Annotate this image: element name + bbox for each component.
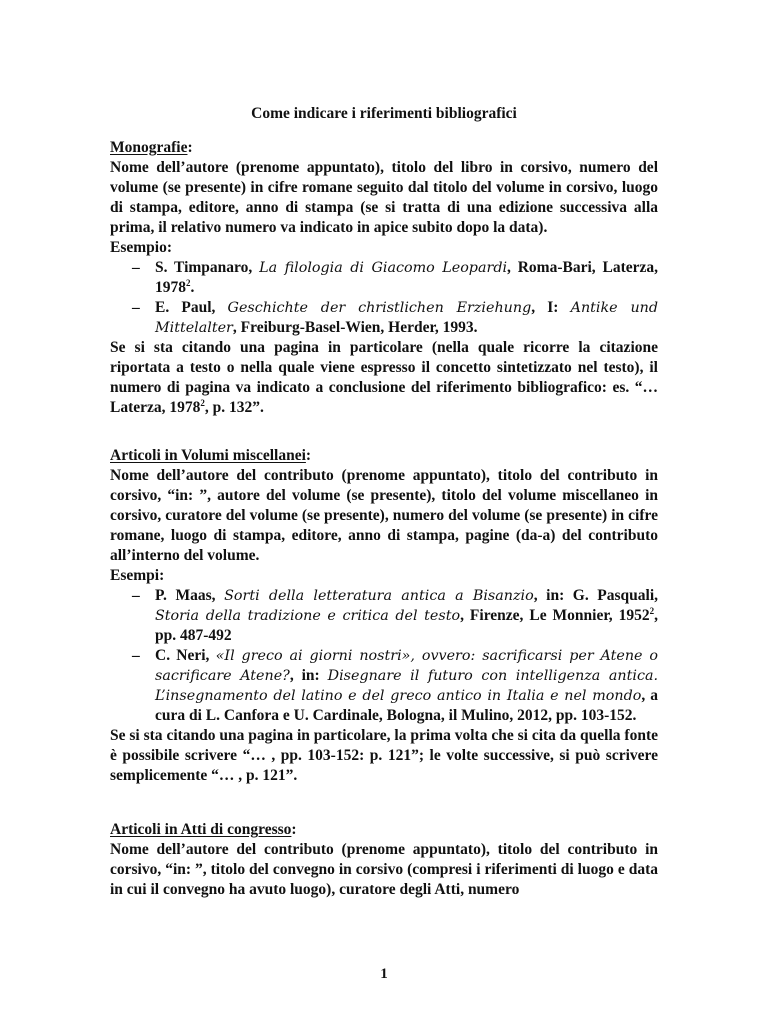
example-item: – S. Timpanaro, La filologia di Giacomo Leopardi, Roma-Bari, Laterza, 1978$^2$. [132,259,658,296]
page-citation-note: Se si sta citando una pagina in particolare, la prima volta che si cita da quella fonte è possibile scrivere “… , pp. 103-152: p. 121”; le volte successive, si può scrivere semplicemente “… , p. 121”. [110,727,658,784]
section-atti-congresso [110,820,658,900]
section-description: Nome dell’autore del contributo (prenome appuntato), titolo del contributo in corsivo, “in: ”, autore del volume (se presente), titolo del volume miscellaneo in corsivo, curatore del volume (se presente), numero del volume (se presente) in cifre romane, luogo di stampa, editore, anno di stampa, pagine (da-a) del contributo all’interno del volume. [110,467,658,564]
section-heading: Articoli in Atti di congresso: [110,821,297,838]
page-number: 1 [380,966,388,982]
section-heading: Monografie: [110,139,193,156]
section-description: Nome dell’autore del contributo (prenome appuntato), titolo del contributo in corsivo, “in: ”, titolo del convegno in corsivo (compresi i riferimenti di luogo e data in cui il convegno ha avuto luogo), curatore degli Atti, numero [110,841,658,898]
section-heading: Articoli in Volumi miscellanei: [110,447,312,464]
page-title: Come indicare i riferimenti bibliografici [251,105,517,122]
section-description: Nome dell’autore (prenome appuntato), titolo del libro in corsivo, numero del volume (se presente) in cifre romane seguito dal titolo del volume in corsivo, luogo di stampa, editore, anno di stampa (se si tratta di una edizione successiva alla prima, il relativo numero va indicato in apice subito dopo la data). [110,159,658,236]
example-item: – P. Maas, Sorti della letteratura antica a Bisanzio, in: G. Pasquali, Storia della tradizione e critica del testo, Firenze, Le Monnier, 1952$^2$, pp. 487-492 [132,587,659,644]
examples-label: Esempi: [110,567,165,584]
example-item: – E. Paul, Geschichte der christlichen Erziehung, I: Antike und Mittelalter, Freiburg-Basel-Wien, Herder, 1993. [132,299,659,336]
examples-label: Esempio: [110,239,172,256]
section-volumi-miscellanei [110,446,658,786]
page-citation-note: Se si sta citando una pagina in particolare (nella quale ricorre la citazione riportata a testo o nella quale viene espresso il concetto sintetizzato nel testo), il numero di pagina va indicato a conclusione del riferimento bibliografico: es. “… Laterza, 1978$^2$, p. 132”. [110,339,658,416]
example-item: – C. Neri, «Il greco ai giorni nostri», ovvero: sacrificarsi per Atene o sacrificare Atene?, in: Disegnare il futuro con intelligenza antica. L’insegnamento del latino e del greco antico in Italia e nel mondo, a cura di L. Canfora e U. Cardinale, Bologna, il Mulino, 2012, pp. 103-152. [132,647,659,724]
section-monografie [110,138,658,418]
